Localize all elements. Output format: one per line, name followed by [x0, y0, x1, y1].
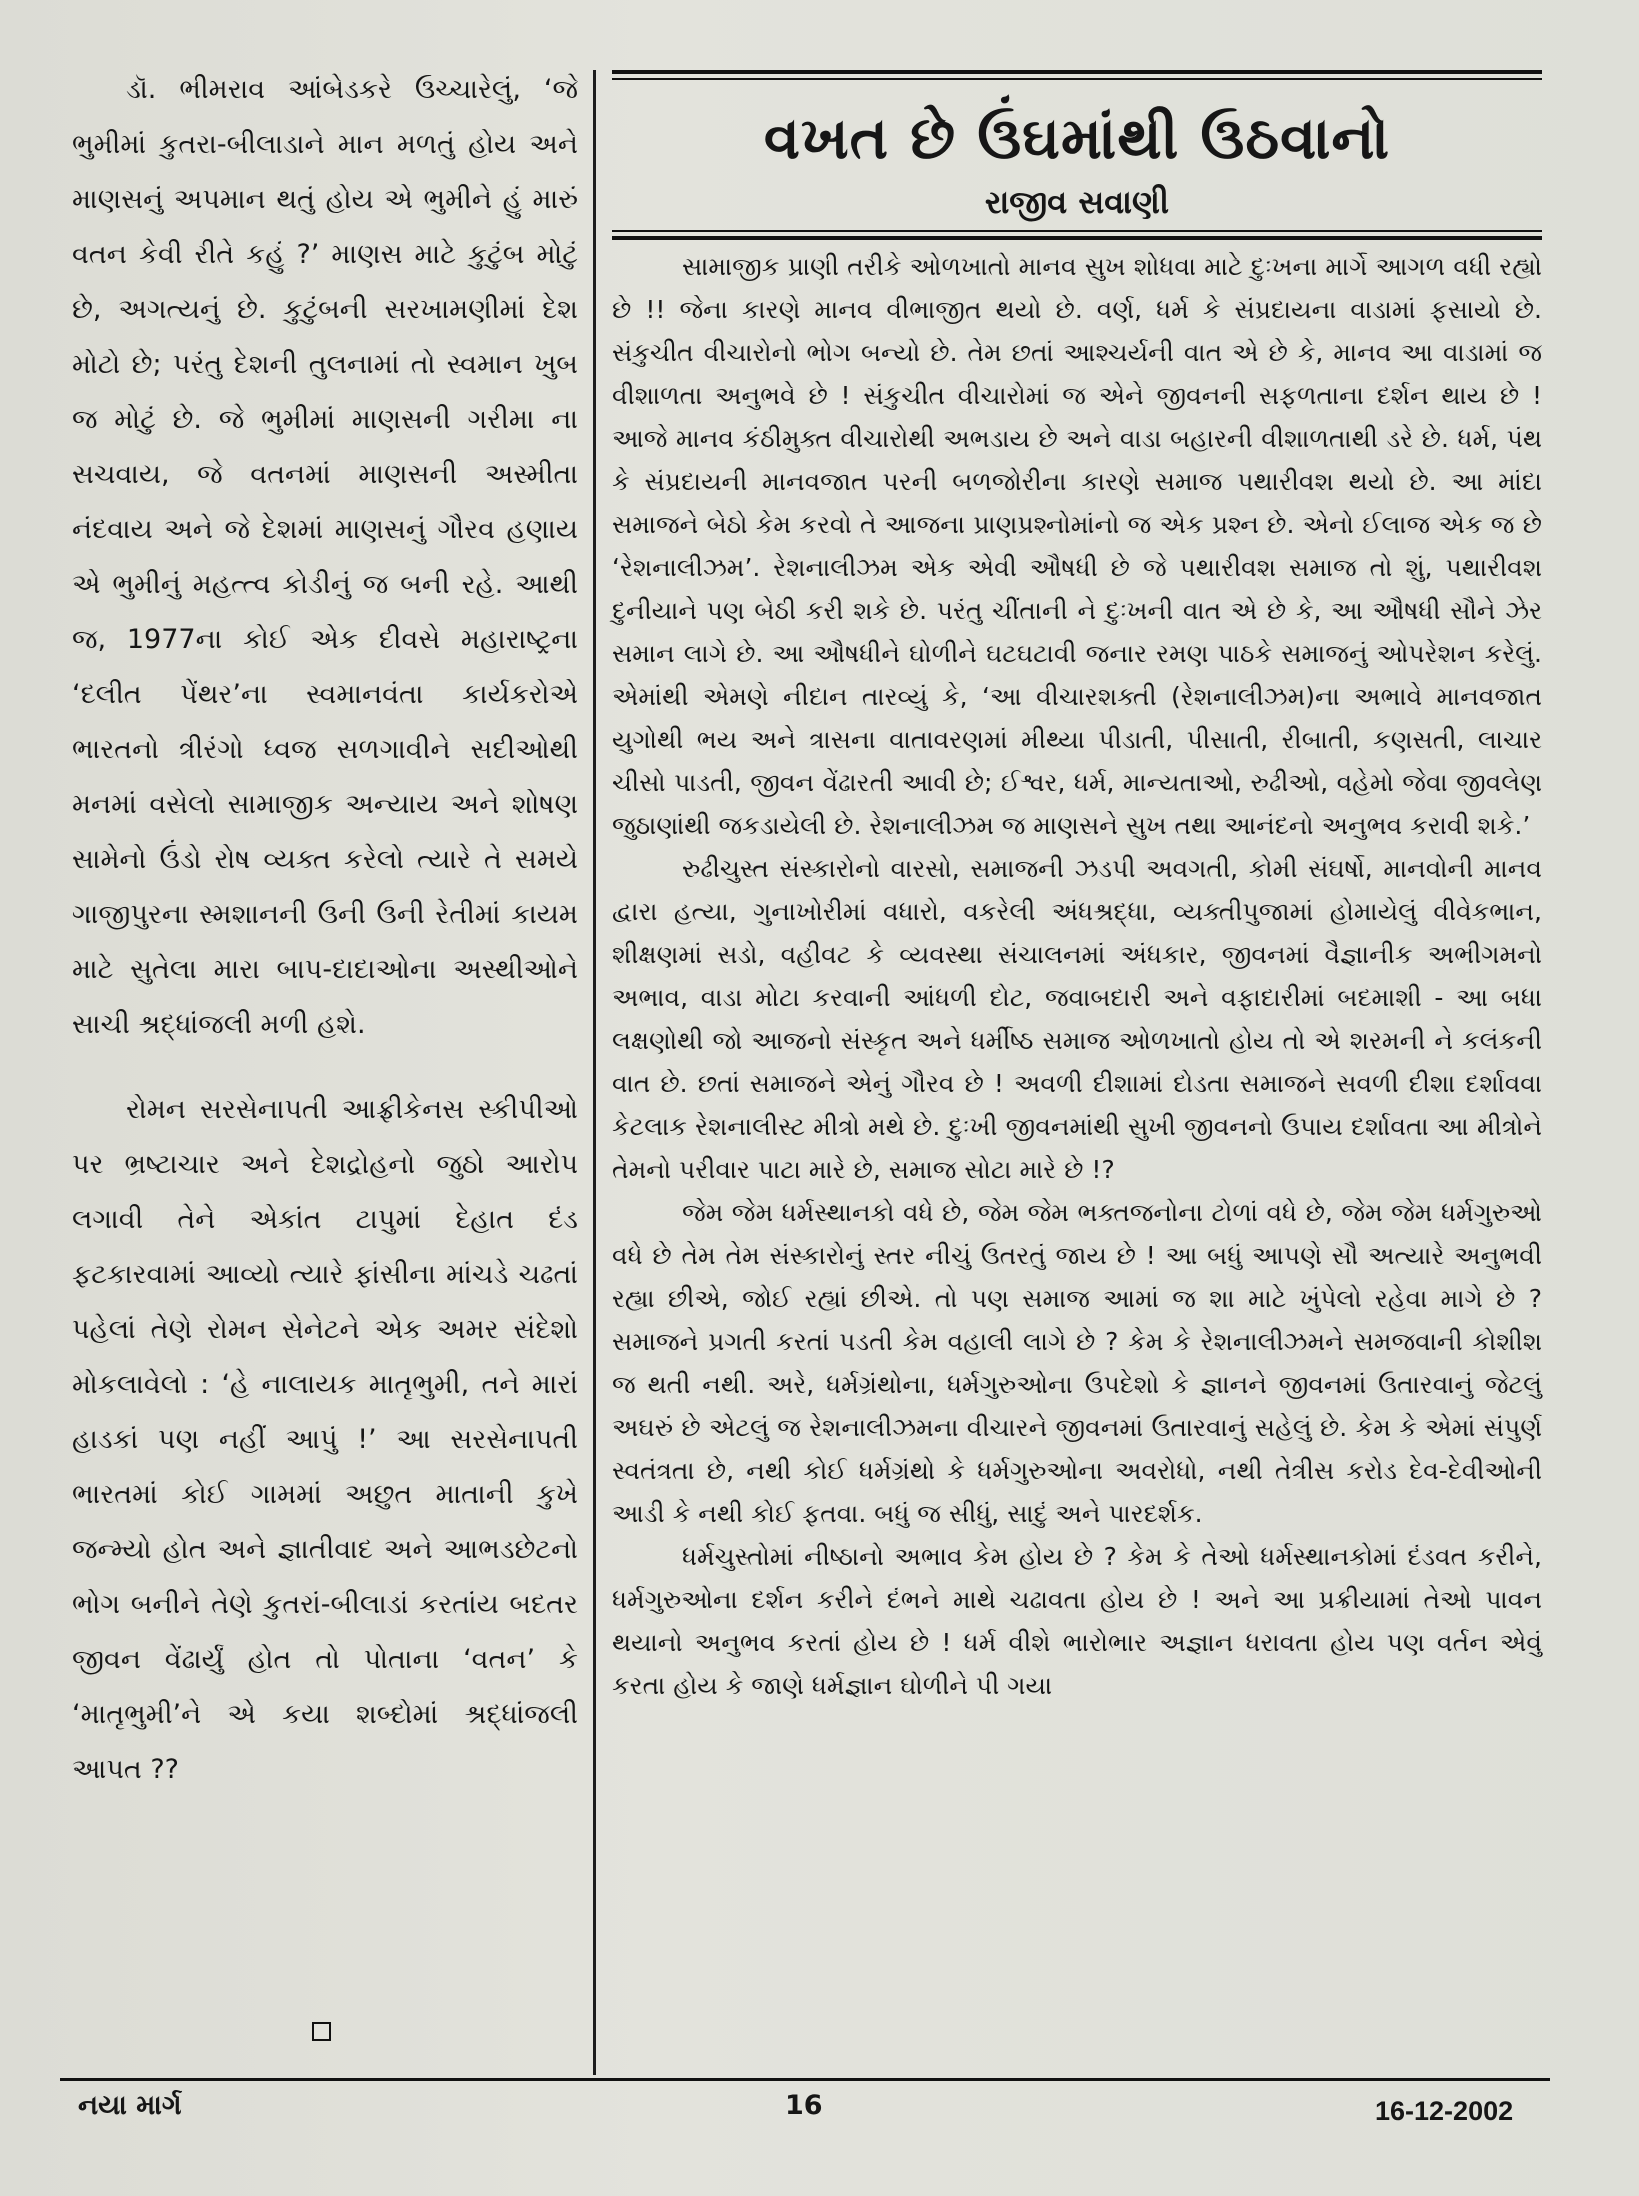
article-paragraph-1: સામાજીક પ્રાણી તરીકે ઓળખાતો માનવ સુખ શોધવા માટે દુઃખના માર્ગે આગળ વધી રહ્યો છે !! જેના કારણે માનવ વીભાજીત થયો છે. વર્ણ, ધર્મ કે સંપ્રદાયના વાડામાં ફસાયો છે. સંકુચીત વીચારોનો ભોગ બન્યો છે. તેમ છતાં આશ્ચર્યની વાત એ છે કે, માનવ આ વાડામાં જ વીશાળતા અનુભવે છે ! સંકુચીત વીચારોમાં જ એને જીવનની સફળતાના દર્શન થાય છે ! આજે માનવ કંઠીમુક્ત વીચારોથી અભડાય છે અને વાડા બહારની વીશાળતાથી ડરે છે. ધર્મ, પંથ કે સંપ્રદાયની માનવજાત પરની બળજોરીના કારણે સમાજ પથારીવશ થયો છે. આ માંદા સમાજને બેઠો કેમ કરવો તે આજના પ્રાણપ્રશ્નોમાંનો જ એક પ્રશ્ન છે. એનો ઈલાજ એક જ છે ‘રેશનાલીઝમ’. રેશનાલીઝમ એક એવી ઔષધી છે જે પથારીવશ સમાજ તો શું, પથારીવશ દુનીયાને પણ બેઠી કરી શકે છે. પરંતુ ચીંતાની ને દુઃખની વાત એ છે કે, આ ઔષધી સૌને ઝેર સમાન લાગે છે. આ ઔષધીને ઘોળીને ઘટઘટાવી જનાર રમણ પાઠકે સમાજનું ઓપરેશન કરેલું. એમાંથી એમણે નીદાન તારવ્યું કે, ‘આ વીચારશક્તી (રેશનાલીઝમ)ના અભાવે માનવજાત યુગોથી ભય અને ત્રાસના વાતાવરણમાં મીથ્યા પીડાતી, પીસાતી, રીબાતી, કણસતી, લાચાર ચીસો પાડતી, જીવન વેંઢારતી આવી છે; ઈશ્વર, ધર્મ, માન્યતાઓ, રુઢીઓ, વહેમો જેવા જીવલેણ જુઠાણાંથી જકડાયેલી છે. રેશનાલીઝમ જ માણસને સુખ તથા આનંદનો અનુભવ કરાવી શકે.’ — [612, 252, 1542, 840]
column-divider — [593, 70, 596, 2075]
byline-bottom-rule — [612, 236, 1542, 240]
title-top-rule-thin — [612, 78, 1542, 80]
title-top-rule — [612, 70, 1542, 74]
article-paragraph-4: ધર્મચુસ્તોમાં નીષ્ઠાનો અભાવ કેમ હોય છે ? કેમ કે તેઓ ધર્મસ્થાનકોમાં દંડવત કરીને, ધર્મગુરુઓના દર્શન કરીને દંભને માથે ચઢાવતા હોય છે ! અને આ પ્રક્રીયામાં તેઓ પાવન થયાનો અનુભવ કરતાં હોય છે ! ધર્મ વીશે ભારોભાર અજ્ઞાન ધરાવતા હોય પણ વર્તન એવું કરતા હોય કે જાણે ધર્મજ્ઞાન ઘોળીને પી ગયા — [612, 1542, 1542, 1700]
left-paragraph-2: રોમન સરસેનાપતી આફ્રીકેનસ સ્કીપીઓ પર ભ્રષ્ટાચાર અને દેશદ્રોહનો જુઠો આરોપ લગાવી તેને એકાંત ટાપુમાં દેહાત દંડ ફટકારવામાં આવ્યો ત્યારે ફાંસીના માંચડે ચઢતાં પહેલાં તેણે રોમન સેનેટને એક અમર સંદેશો મોકલાવેલો : ‘હે નાલાયક માતૃભુમી, તને મારાં હાડકાં પણ નહીં આપું !’ આ સરસેનાપતી ભારતમાં કોઈ ગામમાં અછુત માતાની કુખે જન્મ્યો હોત અને જ્ઞાતીવાદ અને આભડછેટનો ભોગ બનીને તેણે કુતરાં-બીલાડાં કરતાંય બદતર જીવન વેંઢાર્યું હોત તો પોતાના ‘વતન’ કે ‘માતૃભુમી’ને એ કયા શબ્દોમાં શ્રદ્ધાંજલી આપત ?? — [72, 1094, 578, 1785]
byline-bottom-rule-thin — [612, 230, 1542, 232]
left-paragraph-1: ડૉ. ભીમરાવ આંબેડકરે ઉચ્ચારેલું, ‘જે ભુમીમાં કુતરા-બીલાડાને માન મળતું હોય અને માણસનું અપમાન થતું હોય એ ભુમીને હું મારું વતન કેવી રીતે કહું ?’ માણસ માટે કુટુંબ મોટું છે, અગત્યનું છે. કુટુંબની સરખામણીમાં દેશ મોટો છે; પરંતુ દેશની તુલનામાં તો સ્વમાન ખુબ જ મોટું છે. જે ભુમીમાં માણસની ગરીમા ના સચવાય, જે વતનમાં માણસની અસ્મીતા નંદવાય અને જે દેશમાં માણસનું ગૌરવ હણાય એ ભુમીનું મહત્ત્વ કોડીનું જ બની રહે. આથી જ, 1977ના કોઈ એક દીવસે મહારાષ્ટ્રના ‘દલીત પેંથર’ના સ્વમાનવંતા કાર્યકરોએ ભારતનો ત્રીરંગો ધ્વજ સળગાવીને સદીઓથી મનમાં વસેલો સામાજીક અન્યાય અને શોષણ સામેનો ઉંડો રોષ વ્યક્ત કરેલો ત્યારે તે સમયે ગાજીપુરના સ્મશાનની ઉની ઉની રેતીમાં કાયમ માટે સુતેલા મારા બાપ-દાદાઓના અસ્થીઓને સાચી શ્રદ્ધાંજલી મળી હશે. — [72, 74, 578, 1040]
publication-name: નયા માર્ગ — [78, 2090, 182, 2121]
article-paragraph-2: રુઢીચુસ્ત સંસ્કારોનો વારસો, સમાજની ઝડપી અવગતી, કોમી સંઘર્ષો, માનવોની માનવ દ્વારા હત્યા, ગુનાખોરીમાં વધારો, વકરેલી અંધશ્રદ્ધા, વ્યક્તીપુજામાં હોમાયેલું વીવેકભાન, શીક્ષણમાં સડો, વહીવટ કે વ્યવસ્થા સંચાલનમાં અંધકાર, જીવનમાં વૈજ્ઞાનીક અભીગમનો અભાવ, વાડા મોટા કરવાની આંધળી દોટ, જવાબદારી અને વફાદારીમાં બદમાશી - આ બધા લક્ષણોથી જો આજનો સંસ્કૃત અને ધર્મીષ્ઠ સમાજ ઓળખાતો હોય તો એ શરમની ને કલંકની વાત છે. છતાં સમાજને એનું ગૌરવ છે ! અવળી દીશામાં દોડતા સમાજને સવળી દીશા દર્શાવવા કેટલાક રેશનાલીસ્ટ મીત્રો મથે છે. દુઃખી જીવનમાંથી સુખી જીવનનો ઉપાય દર્શાવતા આ મીત્રોને તેમનો પરીવાર પાટા મારે છે, સમાજ સોટા મારે છે !? — [612, 854, 1542, 1184]
article-body — [612, 245, 1542, 1707]
footer-rule — [60, 2078, 1550, 2081]
left-column — [72, 62, 578, 2052]
issue-date: 16-12-2002 — [1375, 2096, 1514, 2126]
article-column — [612, 70, 1542, 2080]
article-title: વખત છે ઉંઘમાંથી ઉઠવાનો — [763, 104, 1391, 172]
page-number: 16 — [785, 2090, 823, 2121]
article-paragraph-3: જેમ જેમ ધર્મસ્થાનકો વધે છે, જેમ જેમ ભક્તજનોના ટોળાં વધે છે, જેમ જેમ ધર્મગુરુઓ વધે છે તેમ તેમ સંસ્કારોનું સ્તર નીચું ઉતરતું જાય છે ! આ બધું આપણે સૌ અત્યારે અનુભવી રહ્યા છીએ, જોઈ રહ્યાં છીએ. તો પણ સમાજ આમાં જ શા માટે ખુંપેલો રહેવા માગે છે ? સમાજને પ્રગતી કરતાં પડતી કેમ વહાલી લાગે છે ? કેમ કે રેશનાલીઝમને સમજવાની કોશીશ જ થતી નથી. અરે, ધર્મગ્રંથોના, ધર્મગુરુઓના ઉપદેશો કે જ્ઞાનને જીવનમાં ઉતારવાનું જેટલું અઘરું છે એટલું જ રેશનાલીઝમના વીચારને જીવનમાં ઉતારવાનું સહેલું છે. કેમ કે એમાં સંપુર્ણ સ્વતંત્રતા છે, નથી કોઈ ધર્મગ્રંથો કે ધર્મગુરુઓના અવરોધો, નથી તેત્રીસ કરોડ દેવ-દેવીઓની આડી કે નથી કોઈ ફતવા. બધું જ સીધું, સાદું અને પારદર્શક. — [612, 1198, 1542, 1528]
end-of-article-square-icon — [312, 2022, 331, 2041]
article-author: રાજીવ સવાણી — [984, 183, 1170, 221]
